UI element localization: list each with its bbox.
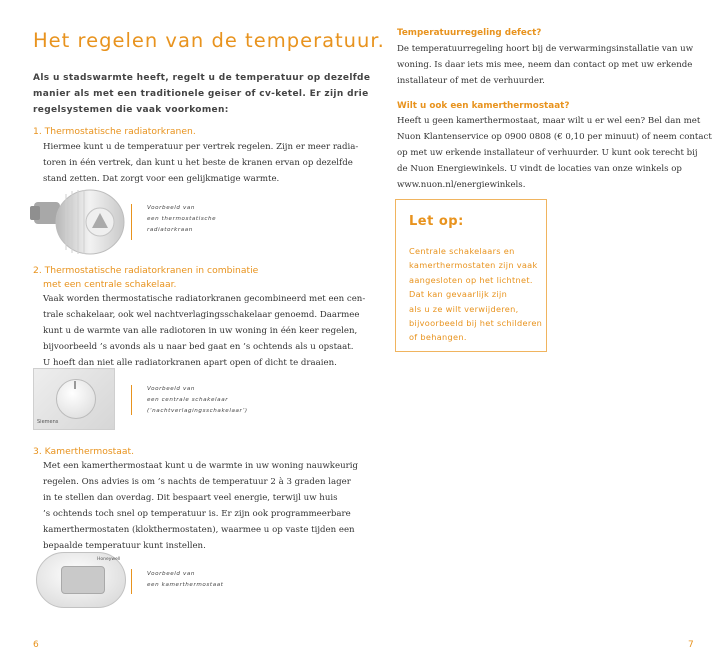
- box-line: als u ze wilt verwijderen,: [409, 303, 519, 314]
- body-line: toren in één vertrek, dan kunt u het beste de kranen ervan op dezelfde: [43, 158, 353, 168]
- body-line: kamerthermostaten (klokthermostaten), waarmee u op vaste tijden een: [43, 525, 355, 535]
- thermostat-heading: Wilt u ook een kamerthermostaat?: [397, 101, 570, 111]
- room-thermostat-image: [36, 552, 126, 608]
- section3-body: [43, 458, 358, 554]
- body-line: bepaalde temperatuur kunt instellen.: [43, 541, 206, 551]
- body-line: regelen. Ons advies is om ’s nachts de temperatuur 2 à 3 graden lager: [43, 477, 351, 487]
- central-switch-image: [33, 368, 115, 430]
- defect-body: [397, 41, 693, 89]
- radiator-valve-image: [30, 182, 130, 260]
- intro-line: Als u stadswarmte heeft, regelt u de temperatuur op dezelfde: [33, 73, 371, 83]
- body-line: ’s ochtends toch snel op temperatuur is. Er zijn ook programmeerbare: [43, 509, 351, 519]
- defect-heading: Temperatuurregeling defect?: [397, 28, 542, 38]
- intro-line: regelsystemen die vaak voorkomen:: [33, 105, 229, 115]
- body-line: U hoeft dan niet alle radiatorkranen apart open of dicht te draaien.: [43, 358, 337, 368]
- body-line: kunt u de warmte van alle radiotoren in uw woning in één keer regelen,: [43, 326, 358, 336]
- heading-line: 2. Thermostatische radiatorkranen in combinatie: [33, 265, 259, 276]
- box-line: of behangen.: [409, 332, 467, 343]
- caption-line: Voorbeeld van: [147, 571, 196, 577]
- page-number-right: 7: [688, 640, 694, 650]
- body-line: Vaak worden thermostatische radiatorkranen gecombineerd met een cen-: [43, 294, 366, 304]
- caption-line: Voorbeeld van: [147, 205, 196, 211]
- body-line: in te stellen dan overdag. Dit bespaart veel energie, terwijl uw huis: [43, 493, 338, 503]
- let-op-box: [395, 199, 547, 352]
- body-line: Nuon Klantenservice op 0900 0808 (€ 0,10 per minuut) of neem contact: [397, 132, 712, 142]
- caption-line: (‘nachtverlagingsschakelaar’): [147, 408, 248, 414]
- body-line: Hiermee kunt u de temperatuur per vertrek regelen. Zijn er meer radia-: [43, 142, 359, 152]
- box-line: aangesloten op het lichtnet.: [409, 274, 533, 285]
- section2-heading: [33, 264, 258, 292]
- caption-line: een thermostatische: [147, 216, 217, 222]
- body-line: Heeft u geen kamerthermostaat, maar wilt u er wel een? Bel dan met: [397, 116, 701, 126]
- page-number-left: 6: [33, 640, 39, 650]
- body-line: op met uw erkende installateur of verhuurder. U kunt ook terecht bij: [397, 148, 698, 158]
- box-line: Dat kan gevaarlijk zijn: [409, 289, 508, 300]
- caption-line: Voorbeeld van: [147, 386, 196, 392]
- caption-line: radiatorkraan: [147, 227, 193, 233]
- body-line: woning. Is daar iets mis mee, neem dan contact op met uw erkende: [397, 60, 693, 70]
- body-line: Met een kamerthermostaat kunt u de warmte in uw woning nauwkeurig: [43, 461, 358, 471]
- page-title: Het regelen van de temperatuur.: [33, 29, 385, 52]
- body-line: installateur of met de verhuurder.: [397, 76, 545, 86]
- dial-knob: [56, 379, 96, 419]
- dial-indicator: [74, 381, 76, 389]
- device-brand-label: Honeywell: [97, 557, 121, 562]
- section1-body: [43, 139, 358, 187]
- section1-caption: [147, 203, 216, 236]
- body-line: De temperatuurregeling hoort bij de verwarmingsinstallatie van uw: [397, 44, 694, 54]
- box-line: Centrale schakelaars en: [409, 246, 515, 256]
- thermostat-body: [397, 113, 712, 193]
- section1-heading: 1. Thermostatische radiatorkranen.: [33, 126, 196, 137]
- section2-body: [43, 291, 365, 371]
- intro-line: manier als met een traditionele geiser of cv-ketel. Er zijn drie: [33, 89, 369, 99]
- section2-caption: [147, 384, 248, 417]
- thermostat-display: [61, 566, 105, 594]
- body-line: trale schakelaar, ook wel nachtverlagingsschakelaar genoemd. Daarmee: [43, 310, 360, 320]
- section3-heading: 3. Kamerthermostaat.: [33, 446, 134, 457]
- let-op-title: Let op:: [409, 214, 464, 229]
- caption-line: een centrale schakelaar: [147, 397, 229, 403]
- let-op-text: [409, 244, 542, 345]
- device-brand-label: Siemens: [37, 419, 59, 425]
- intro-paragraph: [33, 70, 371, 118]
- heading-line: met een centrale schakelaar.: [43, 279, 177, 290]
- body-line: bijvoorbeeld ’s avonds als u naar bed gaat en ’s ochtends als u opstaat.: [43, 342, 354, 352]
- body-line: stand zetten. Dat zorgt voor een gelijkmatige warmte.: [43, 174, 280, 184]
- body-line: www.nuon.nl/energiewinkels.: [397, 180, 526, 190]
- section3-caption: [147, 569, 224, 591]
- box-line: kamerthermostaten zijn vaak: [409, 260, 538, 271]
- caption-line: een kamerthermostaat: [147, 582, 224, 588]
- body-line: de Nuon Energiewinkels. U vindt de locaties van onze winkels op: [397, 164, 682, 174]
- box-line: bijvoorbeeld bij het schilderen: [409, 318, 543, 329]
